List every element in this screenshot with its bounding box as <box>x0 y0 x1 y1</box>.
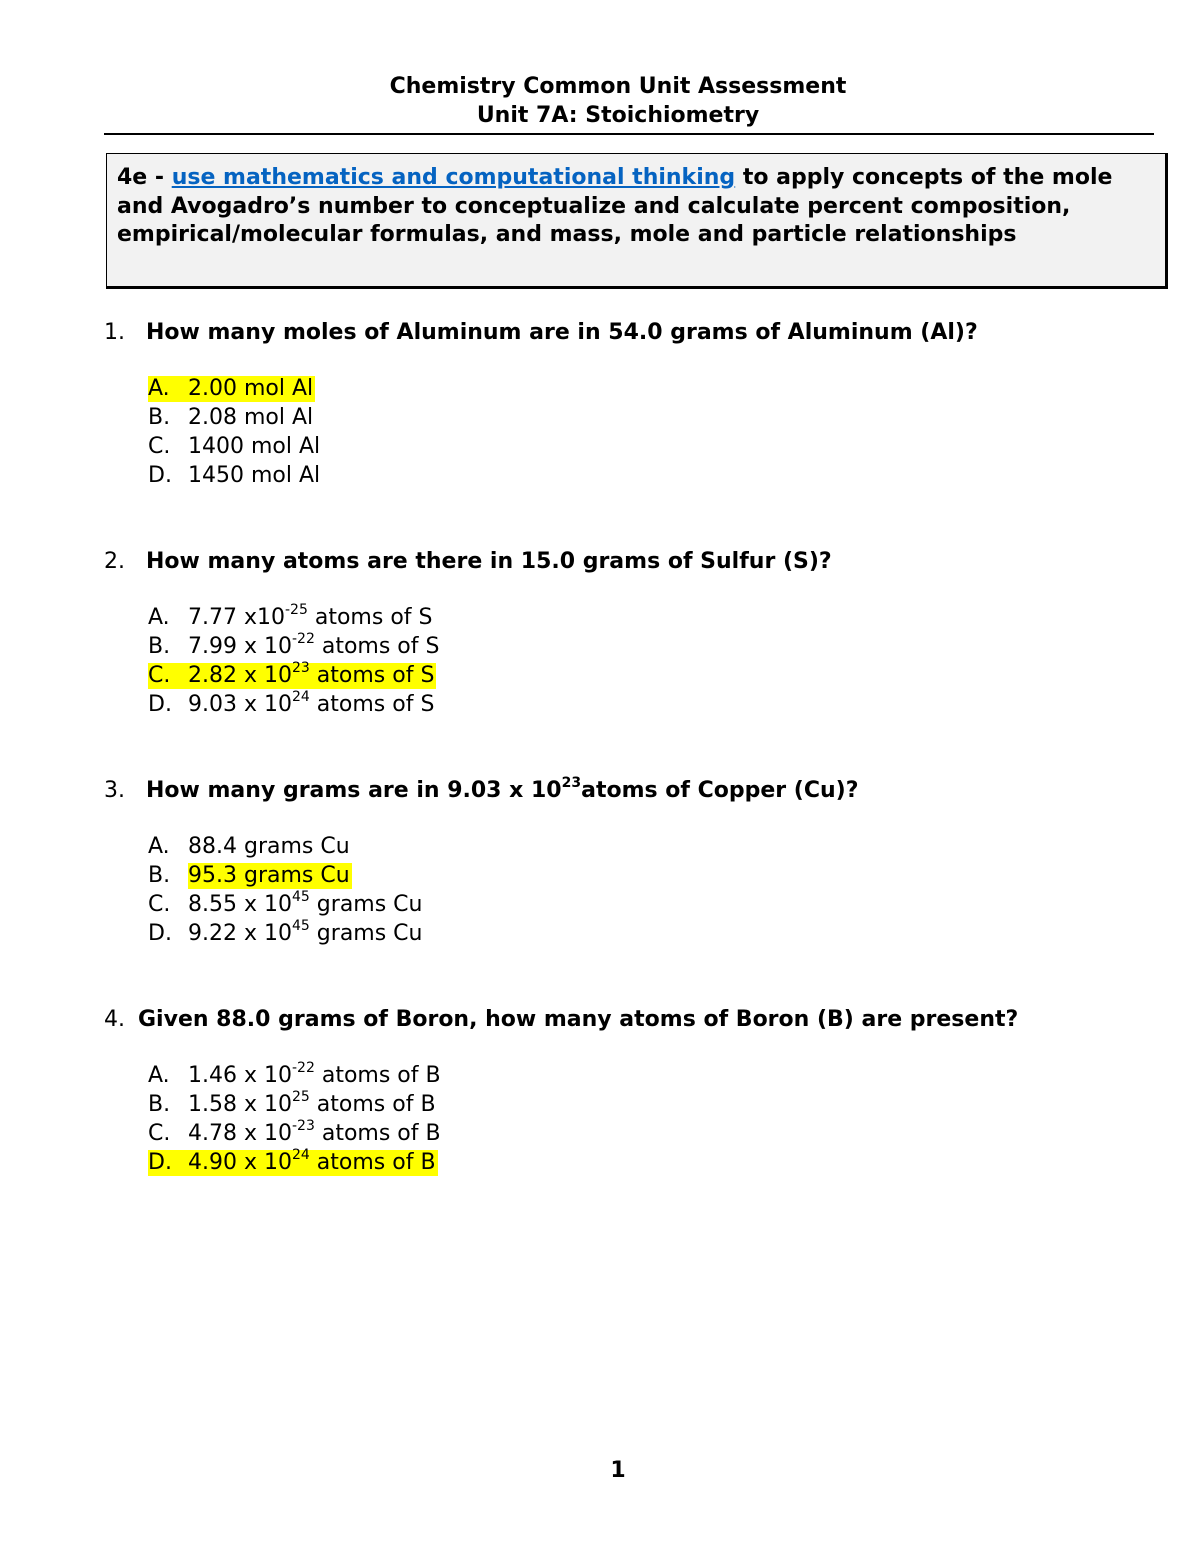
question-text: How many atoms are there in 15.0 grams of Sulfur (S)? <box>146 549 832 574</box>
header-divider <box>104 133 1154 135</box>
choice-highlight <box>148 1059 443 1089</box>
choice-a[interactable] <box>148 832 858 861</box>
choice-letter: C. <box>148 892 171 917</box>
choice-highlight <box>148 1146 438 1176</box>
choice-letter: D. <box>148 921 172 946</box>
choice-exponent: 45 <box>291 888 310 905</box>
choice-exponent: -22 <box>291 1059 315 1076</box>
choice-exponent: 24 <box>291 688 310 705</box>
choice-letter: B. <box>148 634 171 659</box>
standard-box <box>106 153 1168 289</box>
choice-text: 1400 mol Al <box>188 434 321 459</box>
choice-unit: atoms of B <box>309 1150 436 1175</box>
question-title <box>104 1005 1018 1035</box>
choice-d[interactable] <box>148 690 832 719</box>
choice-highlight <box>148 434 322 460</box>
choice-unit: grams Cu <box>309 892 423 917</box>
choice-letter: B. <box>148 1092 171 1117</box>
question-number: 1. <box>104 320 125 345</box>
question-number: 2. <box>104 549 125 574</box>
choice-exponent: -25 <box>285 601 308 618</box>
choice-unit: atoms of S <box>307 605 433 630</box>
question-title <box>104 318 978 348</box>
question-title <box>104 547 832 577</box>
question-text: How many moles of Aluminum are in 54.0 grams of Aluminum (Al)? <box>146 320 978 345</box>
choice-unit: atoms of S <box>309 692 435 717</box>
choice-c[interactable] <box>148 890 858 919</box>
choice-text: 88.4 grams Cu <box>188 834 350 859</box>
choice-text: 95.3 grams Cu <box>188 863 350 888</box>
choice-a[interactable] <box>148 603 832 632</box>
choice-a[interactable] <box>148 374 978 403</box>
question-2 <box>104 547 832 719</box>
choice-value: 7.99 x 10 <box>188 634 292 659</box>
choice-b[interactable] <box>148 403 978 432</box>
question-number: 4. <box>104 1007 125 1032</box>
choice-d[interactable] <box>148 919 858 948</box>
choice-letter: A. <box>148 376 170 401</box>
choice-c[interactable] <box>148 1119 1018 1148</box>
choice-a[interactable] <box>148 1061 1018 1090</box>
choice-b[interactable] <box>148 632 832 661</box>
choice-highlight <box>148 888 425 918</box>
choice-list <box>104 374 978 490</box>
choice-value: 8.55 x 10 <box>188 892 292 917</box>
choice-value: 4.78 x 10 <box>188 1121 292 1146</box>
choice-text: 2.00 mol Al <box>188 376 314 401</box>
choice-c[interactable] <box>148 661 832 690</box>
choice-letter: A. <box>148 834 170 859</box>
question-3 <box>104 776 858 948</box>
choice-list <box>104 603 832 719</box>
unit-subtitle: Unit 7A: Stoichiometry <box>476 103 760 128</box>
choice-text: 2.08 mol Al <box>188 405 314 430</box>
choice-exponent: -23 <box>291 1117 315 1134</box>
page-number: 1 <box>610 1458 626 1483</box>
standard-code: 4e - <box>117 165 165 190</box>
question-text: How many grams are in 9.03 x 10 <box>146 778 562 803</box>
standard-link[interactable]: use mathematics and computational thinking <box>171 165 736 190</box>
choice-value: 2.82 x 10 <box>188 663 292 688</box>
choice-value: 1.46 x 10 <box>188 1063 292 1088</box>
choice-highlight <box>148 659 436 689</box>
choice-value: 4.90 x 10 <box>188 1150 292 1175</box>
choice-highlight <box>148 601 434 631</box>
choice-letter: C. <box>148 1121 171 1146</box>
choice-value: 9.22 x 10 <box>188 921 292 946</box>
choice-letter: B. <box>148 405 171 430</box>
choice-unit: atoms of S <box>309 663 435 688</box>
choice-highlight <box>148 917 425 947</box>
choice-highlight <box>148 630 441 660</box>
choice-letter: C. <box>148 434 171 459</box>
question-4 <box>104 1005 1018 1177</box>
question-text-end: atoms of Copper (Cu)? <box>581 778 859 803</box>
choice-d[interactable] <box>148 461 978 490</box>
document-title: Chemistry Common Unit Assessment <box>389 74 847 99</box>
choice-unit: grams Cu <box>309 921 423 946</box>
choice-letter: D. <box>148 463 172 488</box>
choice-value: 7.77 x10 <box>188 605 285 630</box>
choice-list <box>104 1061 1018 1177</box>
choice-highlight <box>148 688 436 718</box>
choice-unit: atoms of B <box>314 1063 441 1088</box>
choice-b[interactable] <box>148 1090 1018 1119</box>
choice-exponent: 45 <box>291 917 310 934</box>
choice-value: 9.03 x 10 <box>188 692 292 717</box>
choice-letter: A. <box>148 605 170 630</box>
choice-highlight <box>148 834 352 860</box>
question-1 <box>104 318 978 490</box>
question-exponent: 23 <box>561 774 582 791</box>
choice-letter: C. <box>148 663 171 688</box>
question-text: Given 88.0 grams of Boron, how many atoms of Boron (B) are present? <box>138 1007 1019 1032</box>
choice-exponent: 23 <box>291 659 310 676</box>
choice-highlight <box>188 863 352 889</box>
choice-unit: atoms of B <box>309 1092 436 1117</box>
choice-b[interactable] <box>148 861 858 890</box>
choice-unit: atoms of S <box>314 634 440 659</box>
choice-letter: D. <box>148 1150 172 1175</box>
page-header <box>0 72 1200 130</box>
standard-text: to apply concepts of the mole and Avogadro’s number to conceptualize and calculate percent composition, empirical/molecular formulas, and mass, mole and particle relationships <box>117 165 1113 247</box>
choice-exponent: -22 <box>291 630 315 647</box>
choice-exponent: 24 <box>291 1146 310 1163</box>
choice-exponent: 25 <box>291 1088 310 1105</box>
choice-highlight <box>148 463 322 489</box>
choice-unit: atoms of B <box>314 1121 441 1146</box>
choice-highlight <box>148 1088 438 1118</box>
choice-text: 1450 mol Al <box>188 463 321 488</box>
choice-list <box>104 832 858 948</box>
choice-highlight <box>148 376 315 402</box>
choice-highlight <box>148 1117 443 1147</box>
question-title <box>104 776 858 806</box>
choice-highlight <box>148 405 315 431</box>
choice-letter: A. <box>148 1063 170 1088</box>
choice-letter: D. <box>148 692 172 717</box>
choice-d[interactable] <box>148 1148 1018 1177</box>
choice-letter: B. <box>148 863 171 888</box>
question-number: 3. <box>104 778 125 803</box>
choice-value: 1.58 x 10 <box>188 1092 292 1117</box>
choice-c[interactable] <box>148 432 978 461</box>
